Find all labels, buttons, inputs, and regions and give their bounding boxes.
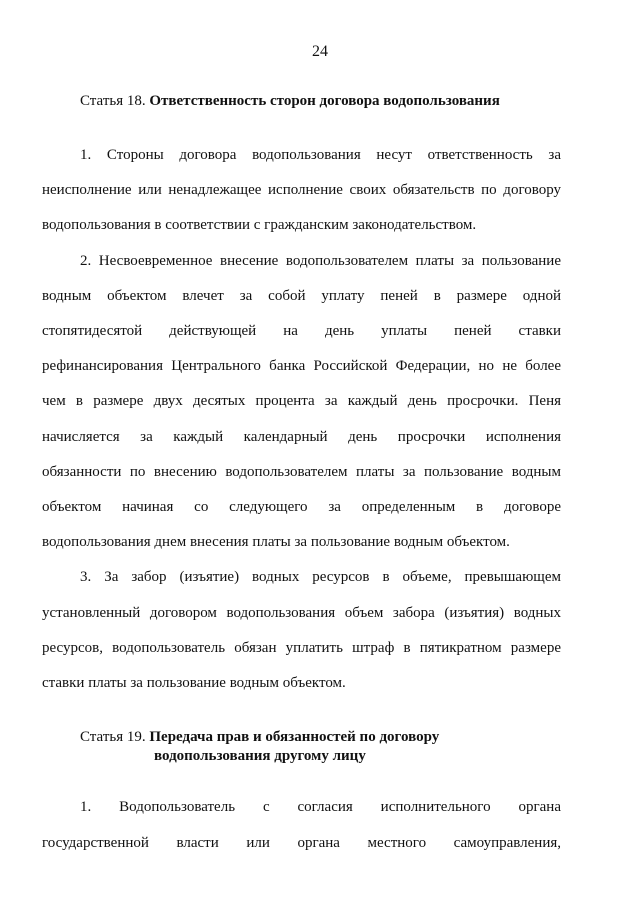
article-18-p2-line-8: объектом начиная со следующего за определенным в договоре [42, 499, 561, 515]
article-18-p2-line-9: водопользования днем внесения платы за пользование водным объектом. [42, 534, 510, 550]
article-18-p2-line-2: водным объектом влечет за собой уплату пеней в размере одной [42, 288, 561, 304]
article-18-p3-line-1: 3. За забор (изъятие) водных ресурсов в объеме, превышающем [80, 569, 561, 585]
article-19-p1-line-2: государственной власти или органа местного самоуправления, [42, 835, 561, 851]
article-18-p1-line-2: неисполнение или ненадлежащее исполнение своих обязательств по договору [42, 182, 561, 198]
article-19-p1-line-1: 1. Водопользователь с согласия исполнительного органа [80, 799, 561, 815]
article-19-prefix: Статья 19. [80, 729, 146, 745]
article-18-p2-line-5: чем в размере двух десятых процента за каждый день просрочки. Пеня [42, 393, 561, 409]
article-18-p1-line-1: 1. Стороны договора водопользования несут ответственность за [80, 147, 561, 163]
article-18-prefix: Статья 18. [80, 93, 146, 109]
article-18-p2-line-3: стопятидесятой действующей на день уплаты пеней ставки [42, 323, 561, 339]
article-19-title-line-2: водопользования другому лицу [154, 748, 366, 764]
article-19-heading [80, 728, 439, 766]
article-18-p2-line-1: 2. Несвоевременное внесение водопользователем платы за пользование [80, 253, 561, 269]
page-number: 24 [312, 43, 328, 60]
article-18-p3-line-4: ставки платы за пользование водным объектом. [42, 675, 346, 691]
article-18-p2-line-4: рефинансирования Центрального банка Российской Федерации, но не более [42, 358, 561, 374]
article-18-p3-line-2: установленный договором водопользования объем забора (изъятия) водных [42, 605, 561, 621]
article-18-heading [80, 92, 500, 111]
article-18-title: Ответственность сторон договора водопользования [149, 93, 500, 109]
article-18-p2-line-7: обязанности по внесению водопользователем платы за пользование водным [42, 464, 561, 480]
article-18-p3-line-3: ресурсов, водопользователь обязан уплатить штраф в пятикратном размере [42, 640, 561, 656]
article-18-p1-line-3: водопользования в соответствии с гражданским законодательством. [42, 217, 477, 233]
article-18-p2-line-6: начисляется за каждый календарный день просрочки исполнения [42, 429, 561, 445]
article-19-title-line-1: Передача прав и обязанностей по договору [149, 729, 440, 745]
